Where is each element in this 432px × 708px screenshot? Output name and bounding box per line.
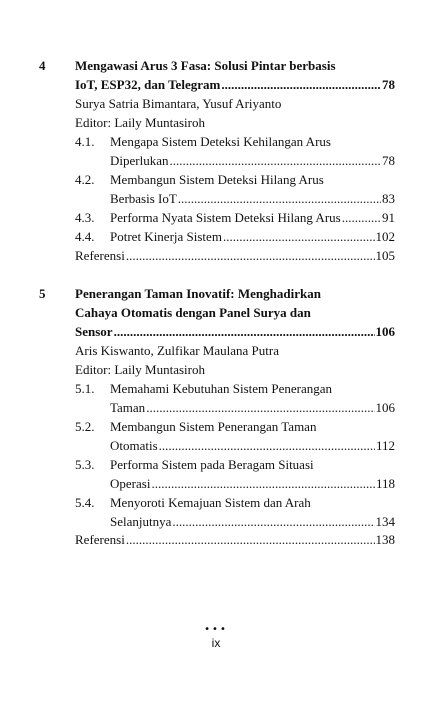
chapter-title-entry[interactable]: [75, 75, 395, 94]
section-entry[interactable]: [110, 151, 395, 170]
references-label: Referensi: [75, 248, 125, 263]
section-number: 4.4.: [75, 229, 95, 244]
section-title[interactable]: Mengapa Sistem Deteksi Kehilangan Arus: [110, 134, 331, 149]
leader-dots: [221, 75, 381, 94]
section-number: 4.2.: [75, 172, 95, 187]
section-number: 5.2.: [75, 419, 95, 434]
leader-dots: [342, 208, 381, 227]
section-number: 5.4.: [75, 495, 95, 510]
leader-dots: [169, 151, 381, 170]
section-title[interactable]: Performa Sistem pada Beragam Situasi: [110, 457, 314, 472]
leader-dots: [223, 227, 375, 246]
section-title: Berbasis IoT: [110, 191, 177, 206]
references-page: 105: [375, 248, 395, 263]
section-title[interactable]: Membangun Sistem Deteksi Hilang Arus: [110, 172, 324, 187]
chapter-title-line[interactable]: Cahaya Otomatis dengan Panel Surya dan: [75, 305, 311, 320]
page-number: ix: [211, 636, 221, 650]
leader-dots: [159, 436, 375, 455]
chapter-authors: Surya Satria Bimantara, Yusuf Ariyanto: [75, 96, 282, 111]
chapter-title-entry[interactable]: [75, 322, 395, 341]
references-entry[interactable]: [75, 530, 395, 549]
section-title[interactable]: Memahami Kebutuhan Sistem Penerangan: [110, 381, 333, 396]
section-page: 112: [375, 438, 395, 453]
chapter-number: 4: [39, 58, 46, 73]
footer-ornament: •••: [204, 624, 228, 635]
section-number: 5.3.: [75, 457, 95, 472]
chapter-page: 106: [375, 324, 395, 339]
section-page: 78: [382, 153, 395, 168]
section-number: 4.3.: [75, 210, 95, 225]
chapter-editor: Editor: Laily Muntasiroh: [75, 362, 205, 377]
section-title[interactable]: Menyoroti Kemajuan Sistem dan Arah: [110, 495, 311, 510]
section-title[interactable]: Membangun Sistem Penerangan Taman: [110, 419, 317, 434]
section-entry[interactable]: [110, 189, 395, 208]
references-entry[interactable]: [75, 246, 395, 265]
references-label: Referensi: [75, 532, 125, 547]
section-title: Performa Nyata Sistem Deteksi Hilang Arus: [110, 210, 341, 225]
section-title: Selanjutnya: [110, 514, 172, 529]
section-title: Potret Kinerja Sistem: [110, 229, 222, 244]
leader-dots: [151, 474, 375, 493]
section-entry[interactable]: [110, 208, 395, 227]
section-page: 134: [375, 514, 395, 529]
chapter-authors: Aris Kiswanto, Zulfikar Maulana Putra: [75, 343, 279, 358]
section-page: 102: [375, 229, 395, 244]
section-title: Taman: [110, 400, 146, 415]
leader-dots: [126, 530, 375, 549]
leader-dots: [126, 246, 375, 265]
chapter-title-line[interactable]: Penerangan Taman Inovatif: Menghadirkan: [75, 286, 321, 301]
section-title: Diperlukan: [110, 153, 169, 168]
leader-dots: [172, 512, 374, 531]
section-title: Otomatis: [110, 438, 158, 453]
section-title: Operasi: [110, 476, 151, 491]
section-page: 118: [375, 476, 395, 491]
references-page: 138: [375, 532, 395, 547]
section-page: 106: [375, 400, 395, 415]
section-entry[interactable]: [110, 398, 395, 417]
leader-dots: [114, 322, 375, 341]
chapter-title-line[interactable]: Mengawasi Arus 3 Fasa: Solusi Pintar berbasis: [75, 58, 336, 73]
section-entry[interactable]: [110, 474, 395, 493]
section-number: 4.1.: [75, 134, 95, 149]
section-entry[interactable]: [110, 436, 395, 455]
chapter-title-line: IoT, ESP32, dan Telegram: [75, 77, 221, 92]
section-page: 91: [382, 210, 395, 225]
section-number: 5.1.: [75, 381, 95, 396]
leader-dots: [146, 398, 374, 417]
chapter-page: 78: [382, 77, 395, 92]
section-entry[interactable]: [110, 227, 395, 246]
section-page: 83: [382, 191, 395, 206]
chapter-editor: Editor: Laily Muntasiroh: [75, 115, 205, 130]
section-entry[interactable]: [110, 512, 395, 531]
chapter-number: 5: [39, 286, 46, 301]
chapter-title-line: Sensor: [75, 324, 113, 339]
leader-dots: [178, 189, 381, 208]
